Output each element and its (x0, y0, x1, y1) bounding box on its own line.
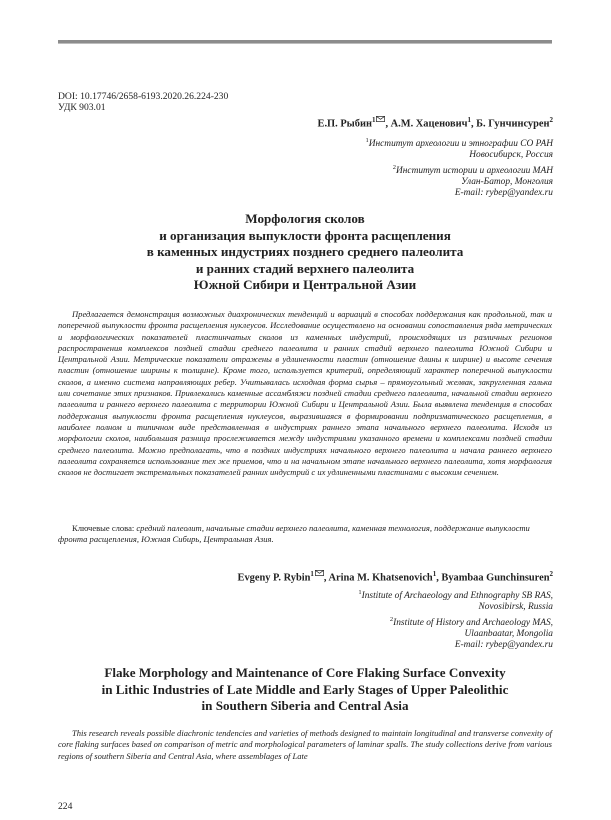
abstract-en: This research reveals possible diachronic tendencies and varieties of methods designed to maintain longitudinal and transverse convexity of core flaking surfaces based on comparison of metric and morphological parameters of laminar spalls. The study collections derive from various regions of southern Siberia and Central Asia, where assemblages of Late (58, 728, 552, 761)
author-name: , А.М. Хаценович (385, 118, 468, 130)
keywords-ru (58, 523, 552, 546)
affiliation-marker: 1 (371, 116, 376, 124)
affiliation-marker: 2 (389, 615, 394, 623)
title-line: Южной Сибири и Центральной Азии (193, 277, 417, 293)
keywords-text: средний палеолит, начальные стадии верхнего палеолита, каменная технология, поддержание выпуклости фронта расщепления, Южная Сибирь, Центральная Азия. (58, 523, 530, 545)
email: E-mail: rybep@yandex.ru (454, 188, 553, 199)
affiliation-marker: 2 (549, 570, 553, 578)
title-ru (58, 211, 552, 294)
top-rule (58, 40, 552, 44)
affiliation-line: Institute of Archaeology and Ethnography SB RAS, (361, 591, 553, 602)
author-name: , Arina M. Khatsenovich (323, 572, 433, 584)
doi: DOI: 10.17746/2658-6193.2020.26.224-230 (58, 91, 229, 102)
author-name: Evgeny P. Rybin (237, 572, 311, 584)
author-name: Е.П. Рыбин (317, 118, 372, 130)
authors-ru (318, 116, 553, 129)
title-line: Морфология сколов (245, 211, 365, 226)
affiliation-marker: 1 (310, 570, 314, 578)
affiliations-ru (365, 135, 553, 200)
affiliation-line: Улан-Батор, Монголия (461, 177, 553, 188)
affiliation-line: Novosibirsk, Russia (478, 602, 553, 613)
author-name: , Byambaa Gunchinsuren (436, 572, 550, 584)
title-line: и ранних стадий верхнего палеолита (195, 260, 415, 276)
title-line: in Lithic Industries of Late Middle and Early Stages of Upper Paleolithic (101, 681, 509, 697)
title-line: in Southern Siberia and Central Asia (201, 698, 409, 714)
author-name: , Б. Гунчинсурен (470, 118, 550, 130)
affiliation-line: Новосибирск, Россия (469, 150, 553, 161)
keywords-label: Ключевые слова: (72, 523, 137, 533)
affiliation-marker: 1 (365, 137, 369, 144)
email: E-mail: rybep@yandex.ru (454, 640, 553, 651)
affiliation-marker: 2 (392, 163, 396, 171)
affiliation-marker: 2 (549, 116, 553, 124)
mail-icon (315, 570, 324, 576)
title-line: Flake Morphology and Maintenance of Core Flaking Surface Convexity (104, 665, 506, 680)
affiliation-line: Институт истории и археологии МАН (395, 165, 553, 176)
affiliations-en (358, 587, 553, 652)
title-line: в каменных индустриях позднего среднего палеолита (146, 244, 464, 260)
affiliation-marker: 1 (358, 589, 362, 596)
title-en (58, 665, 552, 715)
article-identifiers (58, 91, 228, 113)
title-line: и организация выпуклости фронта расщепления (159, 227, 451, 243)
affiliation-line: Institute of History and Archaeology MAS, (393, 617, 553, 628)
authors-en (238, 570, 553, 583)
affiliation-line: Ulaanbaatar, Mongolia (464, 629, 553, 640)
page-number: 224 (58, 801, 73, 812)
udk: УДК 903.01 (58, 102, 106, 113)
affiliation-marker: 1 (467, 116, 471, 124)
abstract-ru: Предлагается демонстрация возможных диахронических тенденций и вариаций в способах поддержания как продольной, так и поперечной выпуклости фронта расщепления нуклеусов. Исследование осуществлено на основании сопоставления ряда метрических и морфологических показателей пластинчатых сколов из каменных индустрий, происходящих из различных регионов распространения комплексов поздней стадии среднего палеолита и ранних стадий верхнего палеолита Южной Сибири и Центральной Азии. Метрические показатели отражены в удлиненности пластин (отношение длины к ширине) и высоте сечения пластин (отношение ширины к толщине). Кроме того, используется критерий, определяющий характер поперечной выпуклости сколов, а именно система направляющих ребер. Учитывалась исходная форма сырья – прямоугольный желвак, закругленная галька или сочетание этих признаков. Привлекались каменные ассамбляжи поздней стадии среднего палеолита, начальной стадии верхнего палеолита и раннего верхнего палеолита с территории Южной Сибири и Центральной Азии. Была выявлена тенденция в способах поддержания выпуклости фронта расщепления нуклеусов, выразившаяся в формировании подпризматического расщепления, в наиболее полном и типичном виде представленная в индустриях раннего этапа начального верхнего палеолита. Исходя из морфологии сколов, наибольшая разница прослеживается между индустриями указанного времени и комплексами поздней стадии среднего палеолита. Можно предполагать, что в поздних индустриях начального верхнего палеолита и начала раннего верхнего палеолита сохраняется использование тех же приемов, что и на начальном этапе начального верхнего палеолита, хотя морфология сколов не достигает экстремальных показателей ранних индустрий с их удлиненными пластинами с высоким сечением. (58, 309, 552, 478)
affiliation-line: Институт археологии и этнографии СО РАН (368, 139, 553, 150)
affiliation-marker: 1 (432, 570, 437, 578)
